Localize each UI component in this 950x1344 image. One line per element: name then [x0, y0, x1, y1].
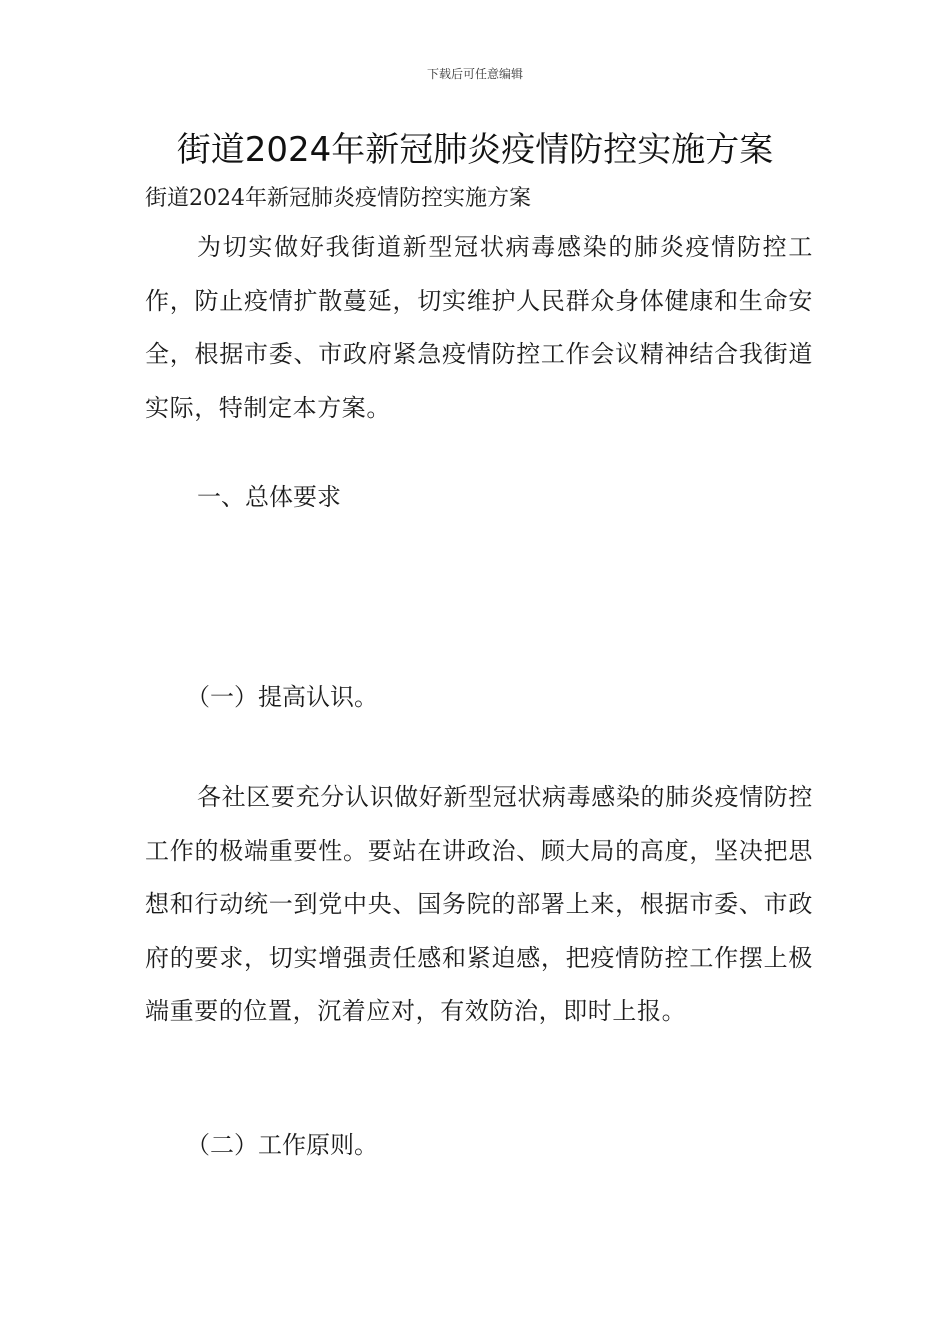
document-subtitle: 街道2024年新冠肺炎疫情防控实施方案	[145, 186, 531, 211]
section-heading-general-requirements: 一、总体要求	[197, 483, 341, 511]
intro-paragraph: 为切实做好我街道新型冠状病毒感染的肺炎疫情防控工作，防止疫情扩散蔓延，切实维护人民群众身体健康和生命安全，根据市委、市政府紧急疫情防控工作会议精神结合我街道实际，特制定本方案。	[145, 233, 813, 422]
raise-awareness-paragraph: 各社区要充分认识做好新型冠状病毒感染的肺炎疫情防控工作的极端重要性。要站在讲政治、顾大局的高度，坚决把思想和行动统一到党中央、国务院的部署上来，根据市委、市政府的要求，切实增强责任感和紧迫感，把疫情防控工作摆上极端重要的位置，沉着应对，有效防治，即时上报。	[145, 783, 813, 1025]
subsection-heading-raise-awareness: （一）提高认识。	[186, 683, 378, 711]
page-header-note: 下载后可任意编辑	[426, 67, 523, 81]
subsection-heading-work-principles: （二）工作原则。	[186, 1131, 378, 1159]
document-title: 街道2024年新冠肺炎疫情防控实施方案	[176, 130, 774, 170]
